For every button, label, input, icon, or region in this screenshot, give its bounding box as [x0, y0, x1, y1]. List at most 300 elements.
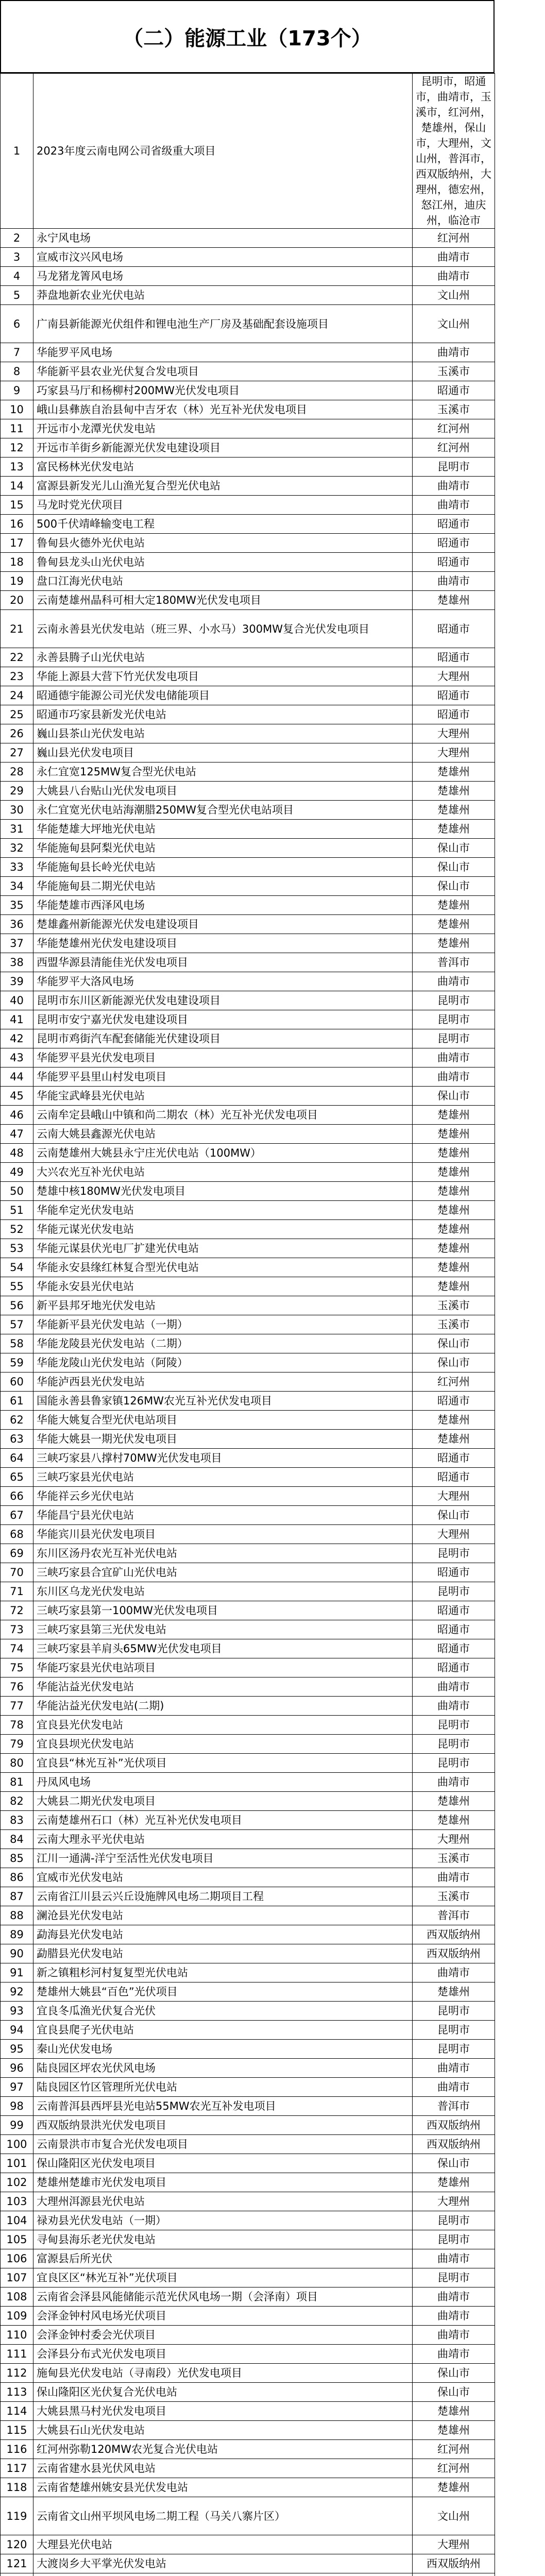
row-number: 112 — [1, 2364, 33, 2383]
project-name: 华能元谋县伏光电厂扩建光伏电站 — [33, 1239, 413, 1258]
row-number: 8 — [1, 362, 33, 381]
project-name: 华能施甸县阿梨光伏电站 — [33, 839, 413, 858]
row-number: 16 — [1, 515, 33, 534]
project-city: 昭通市 — [413, 705, 495, 724]
project-city: 大理州 — [413, 743, 495, 762]
project-city: 保山市 — [413, 1506, 495, 1525]
project-name: 云南省文山州平坝风电场二期工程（马关八寨片区） — [33, 2497, 413, 2535]
project-name: 华能罗平县光伏发电项目 — [33, 1048, 413, 1067]
project-name: 新之镇粗杉河村复复型光伏电站 — [33, 1963, 413, 1982]
row-number: 93 — [1, 2002, 33, 2021]
project-name: 勐海县光伏发电站 — [33, 1925, 413, 1944]
project-name: 华能罗平县里山村发电项目 — [33, 1067, 413, 1087]
table-row — [1, 1220, 495, 1239]
project-city: 普洱市 — [413, 1906, 495, 1925]
table-row — [1, 648, 495, 667]
project-city: 西双版纳州 — [413, 2116, 495, 2135]
project-city: 楚雄州 — [413, 1220, 495, 1239]
table-row — [1, 1716, 495, 1735]
row-number: 90 — [1, 1944, 33, 1963]
project-city: 西双版纳州 — [413, 2554, 495, 2573]
project-name: 保山隆阳区光伏复合光伏电站 — [33, 2383, 413, 2402]
table-row — [1, 1372, 495, 1392]
project-name: 陆良园区竹区管理所光伏电站 — [33, 2078, 413, 2097]
row-number: 43 — [1, 1048, 33, 1067]
table-row — [1, 2230, 495, 2249]
table-row — [1, 896, 495, 915]
table-row — [1, 496, 495, 515]
table-row — [1, 1239, 495, 1258]
table-row — [1, 2154, 495, 2173]
project-name: 华能元谋光伏发电站 — [33, 1220, 413, 1239]
table-row — [1, 762, 495, 782]
table-row — [1, 1887, 495, 1906]
project-city: 昆明市 — [413, 457, 495, 477]
project-name: 楚雄州楚雄市光伏发电项目 — [33, 2173, 413, 2192]
project-name: 大姚县二期光伏发电项目 — [33, 1792, 413, 1811]
row-number: 82 — [1, 1792, 33, 1811]
table-row — [1, 1182, 495, 1201]
table-row — [1, 438, 495, 457]
row-number: 99 — [1, 2116, 33, 2135]
table-row — [1, 305, 495, 343]
table-row — [1, 1392, 495, 1411]
project-city: 红河州 — [413, 2459, 495, 2478]
row-number: 121 — [1, 2554, 33, 2573]
project-name: 华能泸西县光伏发电站 — [33, 1372, 413, 1392]
table-row — [1, 1811, 495, 1830]
project-name: 华能罗平大洛风电场 — [33, 972, 413, 991]
project-name: 红河州弥勒120MW农光复合光伏电站 — [33, 2440, 413, 2459]
project-city: 西双版纳州 — [413, 2135, 495, 2154]
row-number: 59 — [1, 1353, 33, 1372]
project-name: 会泽县分布式光伏发电项目 — [33, 2345, 413, 2364]
project-name: 大理州洱源县光伏电站 — [33, 2192, 413, 2211]
row-number: 20 — [1, 591, 33, 610]
table-row — [1, 1296, 495, 1315]
row-number: 38 — [1, 953, 33, 972]
row-number: 109 — [1, 2307, 33, 2326]
row-number: 86 — [1, 1868, 33, 1887]
project-name: 三峡巧家县光伏电站 — [33, 1468, 413, 1487]
row-number: 61 — [1, 1392, 33, 1411]
project-name: 华能大姚复合型光伏电站项目 — [33, 1411, 413, 1430]
project-city: 昆明市 — [413, 2021, 495, 2040]
table-row — [1, 1067, 495, 1087]
project-name: 保山隆阳区光伏发电项目 — [33, 2154, 413, 2173]
project-name: 马龙时党光伏项目 — [33, 496, 413, 515]
project-city: 楚雄州 — [413, 1811, 495, 1830]
row-number: 45 — [1, 1087, 33, 1106]
row-number: 24 — [1, 686, 33, 705]
project-name: 华能上源县大营下竹光伏发电项目 — [33, 667, 413, 686]
project-table-body — [1, 74, 495, 2576]
project-city: 昆明市 — [413, 1010, 495, 1029]
row-number: 27 — [1, 743, 33, 762]
project-city: 西双版纳州 — [413, 1925, 495, 1944]
row-number: 1 — [1, 74, 33, 229]
project-name: 华能沾益光伏发电站 — [33, 1677, 413, 1697]
project-name: 西双版纳景洪光伏发电项目 — [33, 2116, 413, 2135]
project-city: 曲靖市 — [413, 248, 495, 267]
project-name: 华能祥云乡光伏电站 — [33, 1487, 413, 1506]
project-city: 曲靖市 — [413, 1963, 495, 1982]
project-name: 宜良区区“林光互补”光伏项目 — [33, 2268, 413, 2287]
project-name: 丹凤风电场 — [33, 1773, 413, 1792]
project-city: 保山市 — [413, 839, 495, 858]
project-city: 昭通市 — [413, 1392, 495, 1411]
row-number: 84 — [1, 1830, 33, 1849]
table-row — [1, 2554, 495, 2573]
project-name: 云南普洱县西坪县光电站55MW农光互补发电项目 — [33, 2097, 413, 2116]
table-row — [1, 1163, 495, 1182]
project-name: 昆明市鸡街汽车配套储能光伏建设项目 — [33, 1029, 413, 1048]
project-city: 曲靖市 — [413, 1868, 495, 1887]
project-city: 曲靖市 — [413, 267, 495, 286]
project-name: 鲁甸县火德外光伏电站 — [33, 534, 413, 553]
table-row — [1, 1010, 495, 1029]
project-name: 新平县邦牙地光伏发电站 — [33, 1296, 413, 1315]
project-name: 开远市小龙潭光伏发电站 — [33, 419, 413, 438]
project-name: 云南楚雄州石口（林）光互补光伏发电项目 — [33, 1811, 413, 1830]
table-row — [1, 362, 495, 381]
project-name: 昆明市东川区新能源光伏发电建设项目 — [33, 991, 413, 1010]
project-city: 保山市 — [413, 1353, 495, 1372]
table-row — [1, 2573, 495, 2576]
table-row — [1, 1353, 495, 1372]
row-number: 119 — [1, 2497, 33, 2535]
row-number: 96 — [1, 2059, 33, 2078]
project-name: 华能楚雄州光伏发电建设项目 — [33, 934, 413, 953]
project-name: 华能施甸县二期光伏电站 — [33, 877, 413, 896]
project-name: 云南大姚县鑫源光伏电站 — [33, 1125, 413, 1144]
table-row — [1, 1506, 495, 1525]
row-number: 97 — [1, 2078, 33, 2097]
row-number: 68 — [1, 1525, 33, 1544]
row-number: 98 — [1, 2097, 33, 2116]
project-city: 昆明市 — [413, 2211, 495, 2230]
table-row — [1, 343, 495, 362]
table-row — [1, 1525, 495, 1544]
project-city: 楚雄州 — [413, 1163, 495, 1182]
row-number: 13 — [1, 457, 33, 477]
project-name: 大姚县黑马村光伏发电项目 — [33, 2402, 413, 2421]
project-name: 会泽金钟村风电场光伏项目 — [33, 2307, 413, 2326]
row-number: 107 — [1, 2268, 33, 2287]
project-city: 红河州 — [413, 2440, 495, 2459]
project-city: 楚雄州 — [413, 1144, 495, 1163]
project-name: 三峡巧家县第一100MW光伏发电项目 — [33, 1601, 413, 1620]
project-name: 东川区乌龙光伏发电站 — [33, 1582, 413, 1601]
project-city: 昭通市 — [413, 1658, 495, 1677]
table-row — [1, 1639, 495, 1658]
table-row — [1, 286, 495, 305]
row-number: 118 — [1, 2478, 33, 2497]
row-number: 74 — [1, 1639, 33, 1658]
row-number: 22 — [1, 648, 33, 667]
project-city: 昆明市 — [413, 1716, 495, 1735]
project-city: 曲靖市 — [413, 1697, 495, 1716]
project-city: 保山市 — [413, 1087, 495, 1106]
project-name: 云南大理永平光伏电站 — [33, 1830, 413, 1849]
project-name: 华能牟定光伏发电站 — [33, 1201, 413, 1220]
project-city: 曲靖市 — [413, 2059, 495, 2078]
row-number: 79 — [1, 1735, 33, 1754]
project-name: 昭通德宇能源公司光伏发电储能项目 — [33, 686, 413, 705]
project-name: 施甸县光伏发电站（寻南段）光伏发电项目 — [33, 2364, 413, 2383]
row-number: 75 — [1, 1658, 33, 1677]
project-city: 楚雄州 — [413, 1201, 495, 1220]
row-number: 114 — [1, 2402, 33, 2421]
project-city: 西双版纳州 — [413, 1944, 495, 1963]
project-city: 楚雄州 — [413, 820, 495, 839]
row-number: 5 — [1, 286, 33, 305]
row-number: 54 — [1, 1258, 33, 1277]
project-name: 宜良县坝光伏发电站 — [33, 1735, 413, 1754]
row-number: 11 — [1, 419, 33, 438]
table-row — [1, 572, 495, 591]
table-row — [1, 1315, 495, 1334]
project-city: 楚雄州 — [413, 1411, 495, 1430]
project-name: 禄劝县光伏发电站（一期） — [33, 2211, 413, 2230]
table-row — [1, 1277, 495, 1296]
table-row — [1, 1963, 495, 1982]
project-city: 昆明市，昭通市，曲靖市，玉溪市，红河州，楚雄州，保山市，大理州，文山州，普洱市，西双版纳州，大理州，德宏州，怒江州，迪庆州，临沧市 — [413, 74, 495, 229]
table-row — [1, 2535, 495, 2554]
project-name: 宜良冬瓜渔光伏复合光伏 — [33, 2002, 413, 2021]
row-number: 117 — [1, 2459, 33, 2478]
row-number: 55 — [1, 1277, 33, 1296]
table-row — [1, 1601, 495, 1620]
project-name: 国能永善县鲁家镇126MW农光互补光伏发电项目 — [33, 1392, 413, 1411]
project-name: 华能永安县缘红林复合型光伏电站 — [33, 1258, 413, 1277]
project-name: 华能大姚县一期光伏发电项目 — [33, 1430, 413, 1449]
table-row — [1, 610, 495, 648]
project-name: 宜威市光伏发电站 — [33, 1868, 413, 1887]
row-number: 91 — [1, 1963, 33, 1982]
project-city: 曲靖市 — [413, 2078, 495, 2097]
project-city: 昆明市 — [413, 1754, 495, 1773]
project-name: 宜良县爬子光伏电站 — [33, 2021, 413, 2040]
project-city: 昭通市 — [413, 1449, 495, 1468]
project-name: 三峡巧家县八撑村70MW光伏发电项目 — [33, 1449, 413, 1468]
project-name: 华能新平县光伏发电站（一期） — [33, 1315, 413, 1334]
project-city: 昭通市 — [413, 381, 495, 400]
row-number: 104 — [1, 2211, 33, 2230]
table-row — [1, 934, 495, 953]
project-city: 曲靖市 — [413, 2287, 495, 2307]
table-row — [1, 1830, 495, 1849]
row-number: 87 — [1, 1887, 33, 1906]
table-row — [1, 2002, 495, 2021]
table-row — [1, 743, 495, 762]
table-row — [1, 782, 495, 801]
project-name: 秦山光伏发电场 — [33, 2040, 413, 2059]
row-number: 48 — [1, 1144, 33, 1163]
project-city: 曲靖市 — [413, 2345, 495, 2364]
table-row — [1, 1144, 495, 1163]
project-city: 大理州 — [413, 1830, 495, 1849]
table-row — [1, 1582, 495, 1601]
project-name: 昆明市安宁嘉光伏发电建设项目 — [33, 1010, 413, 1029]
table-row — [1, 419, 495, 438]
project-name: 陆良园区坪农光伏风电场 — [33, 2059, 413, 2078]
table-row — [1, 457, 495, 477]
row-number: 66 — [1, 1487, 33, 1506]
project-name: 永仁宜宽光伏电站海潮腊250MW复合型光伏电站项目 — [33, 801, 413, 820]
project-name: 东川区汤丹农光互补光伏电站 — [33, 1544, 413, 1563]
table-row — [1, 1430, 495, 1449]
table-row — [1, 2116, 495, 2135]
project-name: 峨山县彝族自治县甸中吉牙农（林）光互补光伏发电项目 — [33, 400, 413, 419]
project-city: 楚雄州 — [413, 1106, 495, 1125]
project-name: 勐腊县光伏发电站 — [33, 1944, 413, 1963]
project-city: 红河州 — [413, 438, 495, 457]
project-city: 玉溪市 — [413, 1315, 495, 1334]
project-city: 昆明市 — [413, 1544, 495, 1563]
project-name: 富民杨林光伏发电站 — [33, 457, 413, 477]
table-row — [1, 400, 495, 419]
table-row — [1, 724, 495, 743]
row-number: 51 — [1, 1201, 33, 1220]
project-city: 曲靖市 — [413, 572, 495, 591]
row-number: 120 — [1, 2535, 33, 2554]
row-number: 3 — [1, 248, 33, 267]
table-row — [1, 2040, 495, 2059]
table-row — [1, 1773, 495, 1792]
project-city: 楚雄州 — [413, 2421, 495, 2440]
row-number: 41 — [1, 1010, 33, 1029]
project-city: 普洱市 — [413, 953, 495, 972]
row-number: 2 — [1, 229, 33, 248]
row-number: 113 — [1, 2383, 33, 2402]
project-name: 华能龙陵县光伏发电站（二期） — [33, 1334, 413, 1353]
project-city: 大理州 — [413, 667, 495, 686]
project-city: 文山州 — [413, 2497, 495, 2535]
table-row — [1, 2059, 495, 2078]
row-number: 28 — [1, 762, 33, 782]
table-row — [1, 553, 495, 572]
project-city: 昆明市 — [413, 1735, 495, 1754]
row-number: 52 — [1, 1220, 33, 1239]
project-city: 昆明市 — [413, 2230, 495, 2249]
project-city: 楚雄州 — [413, 1430, 495, 1449]
row-number: 42 — [1, 1029, 33, 1048]
row-number: 80 — [1, 1754, 33, 1773]
row-number: 69 — [1, 1544, 33, 1563]
row-number: 19 — [1, 572, 33, 591]
project-city: 楚雄州 — [413, 1277, 495, 1296]
project-name: 马龙猪龙箐风电场 — [33, 267, 413, 286]
row-number: 40 — [1, 991, 33, 1010]
project-city: 曲靖市 — [413, 1067, 495, 1087]
project-city: 昆明市 — [413, 2040, 495, 2059]
project-name: 宣威市汶兴风电场 — [33, 248, 413, 267]
table-row — [1, 820, 495, 839]
row-number: 32 — [1, 839, 33, 858]
row-number: 70 — [1, 1563, 33, 1582]
row-number: 57 — [1, 1315, 33, 1334]
project-table — [0, 73, 495, 2576]
row-number: 33 — [1, 858, 33, 877]
row-number: 53 — [1, 1239, 33, 1258]
table-row — [1, 915, 495, 934]
project-city: 曲靖市 — [413, 2307, 495, 2326]
project-city: 曲靖市 — [413, 2249, 495, 2268]
table-row — [1, 1106, 495, 1125]
project-name: 500千伏靖峰输变电工程 — [33, 515, 413, 534]
project-name: 富源县后所光伏 — [33, 2249, 413, 2268]
table-row — [1, 667, 495, 686]
project-city: 保山市 — [413, 858, 495, 877]
table-row — [1, 2383, 495, 2402]
row-number: 103 — [1, 2192, 33, 2211]
table-row — [1, 2307, 495, 2326]
table-row — [1, 972, 495, 991]
row-number: 26 — [1, 724, 33, 743]
project-city: 昭通市 — [413, 610, 495, 648]
project-name: 楚雄中核180MW光伏发电项目 — [33, 1182, 413, 1201]
table-row — [1, 1849, 495, 1868]
table-row — [1, 1029, 495, 1048]
project-name: 华能罗平风电场 — [33, 343, 413, 362]
project-name: 华能沾益光伏发电站(二期) — [33, 1697, 413, 1716]
row-number: 85 — [1, 1849, 33, 1868]
project-name: 云南省楚雄州姚安县光伏发电站 — [33, 2478, 413, 2497]
project-city: 楚雄州 — [413, 1239, 495, 1258]
row-number: 62 — [1, 1411, 33, 1430]
project-city: 楚雄州 — [413, 1982, 495, 2002]
project-name: 云南楚雄州大姚县永宁庄光伏电站（100MW） — [33, 1144, 413, 1163]
row-number: 81 — [1, 1773, 33, 1792]
project-city: 昆明市 — [413, 991, 495, 1010]
project-city: 保山市 — [413, 2383, 495, 2402]
row-number: 73 — [1, 1620, 33, 1639]
project-city: 楚雄州 — [413, 1125, 495, 1144]
project-name: 盘口江海光伏电站 — [33, 572, 413, 591]
table-row — [1, 2249, 495, 2268]
project-name: 三峡巧家县第三光伏发电站 — [33, 1620, 413, 1639]
table-row — [1, 953, 495, 972]
row-number: 23 — [1, 667, 33, 686]
table-row — [1, 2459, 495, 2478]
project-city: 玉溪市 — [413, 362, 495, 381]
project-city: 大理州 — [413, 2535, 495, 2554]
row-number: 39 — [1, 972, 33, 991]
project-city: 文山州 — [413, 305, 495, 343]
row-number: 64 — [1, 1449, 33, 1468]
project-city: 昭通市 — [413, 1468, 495, 1487]
table-row — [1, 2287, 495, 2307]
project-name: 大渡岗乡大平掌光伏发电站 — [33, 2554, 413, 2573]
project-name: 永仁宜宽125MW复合型光伏电站 — [33, 762, 413, 782]
project-name: 云南景洪市市复合光伏发电项目 — [33, 2135, 413, 2154]
row-number: 83 — [1, 1811, 33, 1830]
project-city: 楚雄州 — [413, 2478, 495, 2497]
row-number: 115 — [1, 2421, 33, 2440]
table-row — [1, 1677, 495, 1697]
table-row — [1, 1334, 495, 1353]
table-row — [1, 858, 495, 877]
table-row — [1, 1697, 495, 1716]
table-row — [1, 74, 495, 229]
row-number: 4 — [1, 267, 33, 286]
table-row — [1, 2211, 495, 2230]
row-number: 46 — [1, 1106, 33, 1125]
project-city: 大理州 — [413, 1525, 495, 1544]
table-row — [1, 1868, 495, 1887]
table-row — [1, 877, 495, 896]
